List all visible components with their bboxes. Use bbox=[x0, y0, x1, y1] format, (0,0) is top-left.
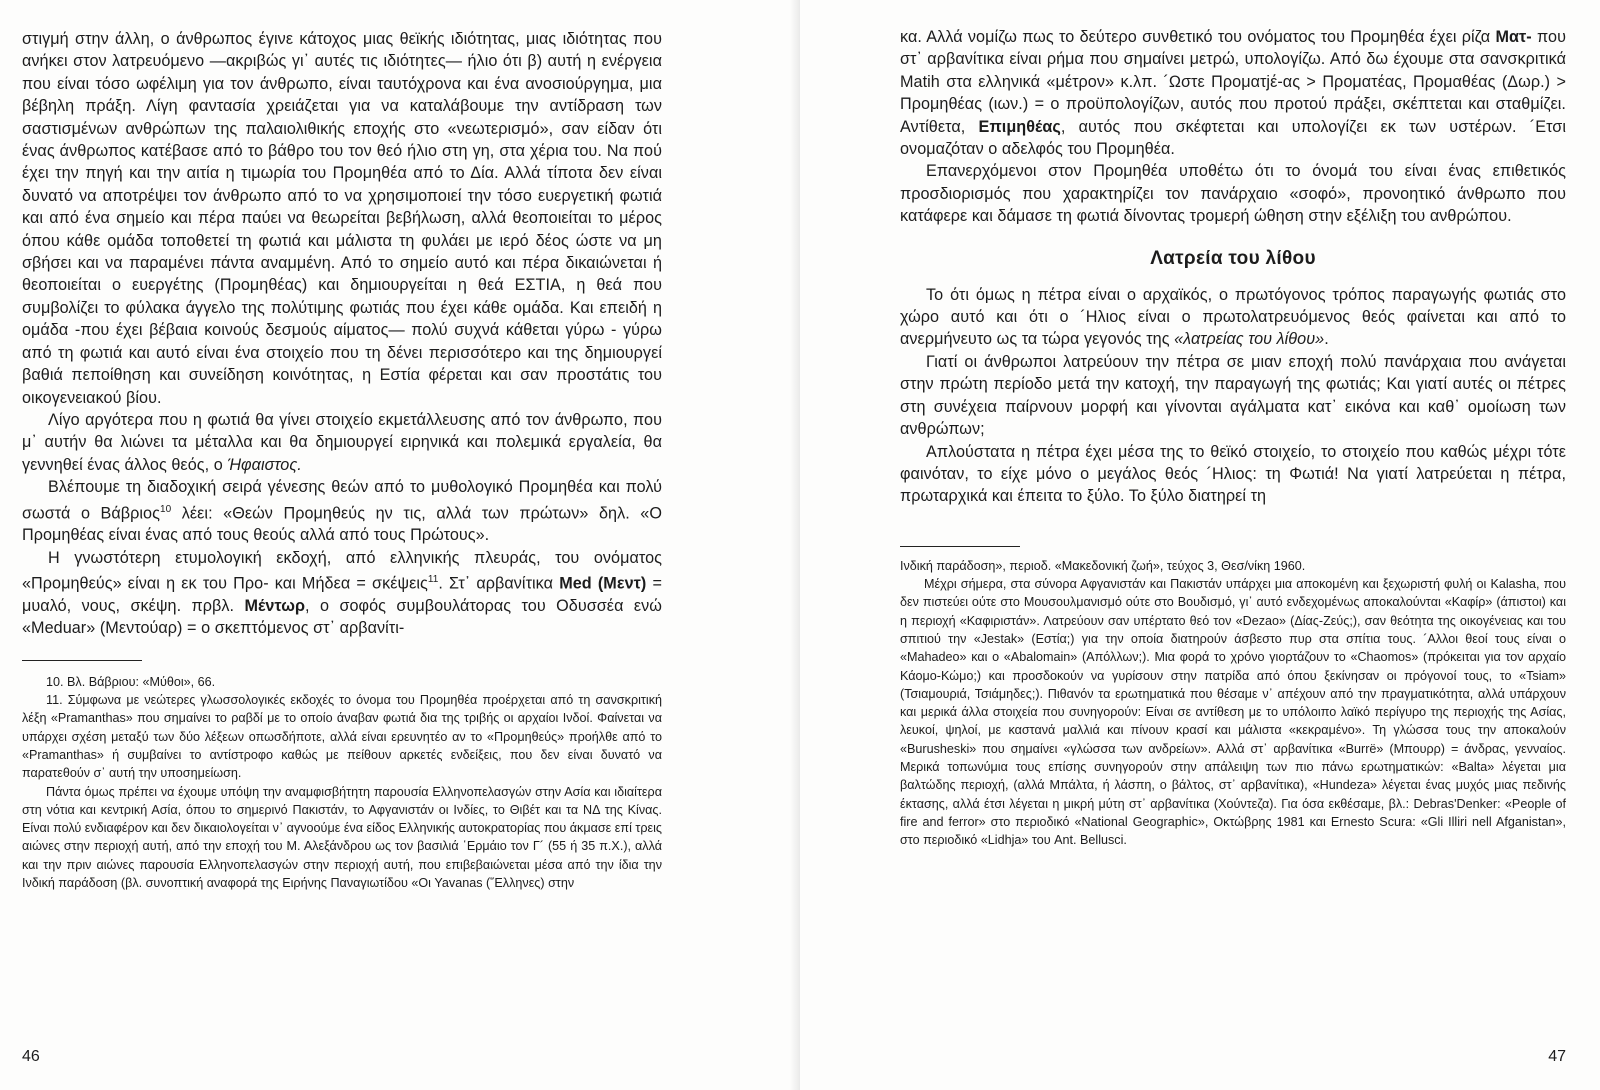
mentor-bold: Μέντωρ bbox=[244, 596, 306, 615]
page-number-left: 46 bbox=[22, 1048, 40, 1065]
right-paragraph-3: Το ότι όμως η πέτρα είναι ο αρχαϊκός, ο πρωτόγονος τρόπος παραγωγής φωτιάς στο χώρο αυτό και ότι ο ´Ηλιος είναι ο πρωτολατρευόμενος θεός φαίνεται και από το ανερμήνευτο ως τα τώρα γεγονός της «λατρείας του λίθου». bbox=[900, 285, 1566, 349]
epimitheas-bold: Επιμηθέας bbox=[978, 117, 1061, 136]
section-heading: Λατρεία του λίθου bbox=[1150, 247, 1316, 269]
right-page bbox=[800, 0, 1600, 1090]
footnote-11: 11. Σύμφωνα με νεώτερες γλωσσολογικές εκδοχές το όνομα του Προμηθέα προέρχεται από τη σανσκριτική λέξη «Pramanthas» που σημαίνει το ραβδί με το οποίο άναβαν φωτιά δια της τριβής οι αρχαίοι Ινδοί. Φαίνεται να υπάρχει σχέση μεταξύ των δύο λέξεων οπωσδήποτε, αλλά είναι ερευνητέο αν το «Προμηθεύς» προήλθε από το «Pramanthas» ή συμβαίνει το αντίστροφο καθώς με πείθουν αρκετές ενδείξεις, που δεν είναι δυνατό να παρατεθούν σ᾽ αυτή την υποσημείωση. bbox=[22, 693, 662, 781]
right-paragraph-5: Απλούστατα η πέτρα έχει μέσα της το θεϊκό στοιχείο, το στοιχείο που καθώς μέχρι τότε φαινόταν, το είχε μόνο ο μεγάλος θεός ´Ηλιος: τη Φωτιά! Να γιατί λατρεύεται η πέτρα, πρωταρχικά και έπειτα το ξύλο. Το ξύλο διατηρεί τη bbox=[900, 442, 1566, 506]
stone-worship-italic: «λατρείας του λίθου» bbox=[1174, 330, 1325, 349]
right-paragraph-1: κα. Αλλά νομίζω πως το δεύτερο συνθετικό του ονόματος του Προμηθέα έχει ρίζα Ματ- που στ᾽ αρβανίτικα είναι ρήμα που σημαίνει μετρώ, υπολογίζω. Από δω έχουμε στα σανσκριτικά Matih στα ελληνικά «μέτρον» κ.λπ. ´Ωστε Προματjέ-ας > Προματέας, Προμαθέας (Δωρ.) > Προμηθέας (ιων.) = ο προϋπολογίζων, αυτός που προτού πράξει, σκέπτεται και σταθμίζει. Αντίθετα, Επιμηθέας, αυτός που σκέφτεται και υπολογίζει εκ των υστέρων. ´Ετσι ονομαζόταν ο αδελφός του Προμηθέα. bbox=[900, 28, 1566, 159]
left-paragraph-4: Η γνωστότερη ετυμολογική εκδοχή, από ελληνικής πλευράς, του ονόματος «Προμηθεύς» είναι η εκ του Προ- και Μήδεα = σκέψεις$^{11}$. Στ᾽ αρβανίτικα Med (Μεντ) = μυαλό, νους, σκέψη. πρβλ. Μέντωρ, ο σοφός συμβουλάτορας του Οδυσσέα ενώ «Meduar» (Μεντούαρ) = ο σκεπτόμενος στ᾽ αρβανίτι- bbox=[22, 548, 662, 638]
left-paragraph-1: στιγμή στην άλλη, ο άνθρωπος έγινε κάτοχος μιας θεϊκής ιδιότητας, μιας ιδιότητας που ανήκει στον λατρευόμενο —ακριβώς γι᾽ αυτές τις ιδιότητες— ήλιο ότι β) αυτή η ενέργεια που είναι τόσο ωφέλιμη για τον άνθρωπο, είναι ταυτόχρονα και ένα ανοσιούργημα, μια βέβηλη πράξη. Λίγη φαντασία χρειάζεται για να καταλάβουμε την αντίδραση των σαστισμένων ανθρώπων της παλαιολιθικής εποχής στο «νεωτερισμό», σαν είδαν ότι ένας άνθρωπος κατέβασε από το βάθρο του τον θεό ήλιο στη γη, στα χέρια του. Να πού έχει την πηγή και την αιτία η τιμωρία του Προμηθέα από το Δία. Αλλά τίποτα δεν είναι δυνατό να αποτρέψει τον άνθρωπο από το να χρησιμοποιεί την τόσο ευεργετική φωτιά και από ένα σημείο και πέρα παύει να θεωρείται βεβήλωση, αλλά θεοποιείται το μέρος όπου κάθε ομάδα τοποθετεί τη φωτιά και μάλιστα τη φυλάει με ιερό δέος ώστε να μη σβήσει και να παραμένει πάντα αναμμένη. Από το σημείο αυτό και πέρα δικαιώνεται ή θεοποιείται ο ευεργέτης (Προμηθέας) και δημιουργείται η θεά ΕΣΤΙΑ, η θεά που συμβολίζει το φύλακα άγγελο της πολύτιμης φωτιάς που έχει κάθε ομάδα. Και επειδή η ομάδα -που έχει βέβαια κοινούς δεσμούς αίματος— πολύ συχνά κάθεται γύρω - γύρω από τη φωτιά και αυτό είναι ένα στοιχείο που τη δένει περισσότερο και της δημιουργεί βαθιά πεποίθηση και συνείδηση κοινότητας, η Εστία φέρεται και σαν προστάτις του οικογενειακού βίου. bbox=[22, 30, 662, 407]
footnote-ref-10: 10 bbox=[159, 503, 172, 515]
footnote-11-continued: Πάντα όμως πρέπει να έχουμε υπόψη την αναμφισβήτητη παρουσία Ελληνοπελασγών στην Ασία και ιδιαίτερα στη νότια και κεντρική Ασία, όπου το σημερινό Πακιστάν, το Αφγανιστάν οι Ινδίες, το Θιβέτ και τα ΝΔ της Κίνας. Είναι πολύ ενδιαφέρον και δεν δικαιολογείται ν᾽ αγνοούμε ένα είδος Ελληνικής αυτοκρατορίας που άκμασε επί τρεις αιώνες στην περιοχή αυτή, από την εποχή του Μ. Αλεξάνδρου ως τον βασιλιά ῾Ερμάιο τον Γ´ (55 ή 35 π.Χ.), αλλά και την πριν αιώνες παρουσία Ελληνοπελασγών στην περιοχή αυτή, που επιβεβαιώνεται μέσα από την ίδια την Ινδική παράδοση (βλ. συνοπτική αναφορά της Ειρήνης Παναγιωτίδου «Οι Yavanas (῞Ελληνες) στην bbox=[22, 784, 662, 891]
right-paragraph-4: Γιατί οι άνθρωποι λατρεύουν την πέτρα σε μιαν εποχή πολύ πανάρχαια που ανάγεται στην πρώτη περίοδο μετά την κατοχή, την παραγωγή της φωτιάς; Και γιατί αυτές οι πέτρες στη συνέχεια παίρνουν μορφή και γίνονται αγάλματα κατ᾽ εικόνα και καθ᾽ ομοίωση των ανθρώπων; bbox=[900, 352, 1566, 439]
footnote-ref-11: 11 bbox=[427, 574, 439, 586]
right-footnotes bbox=[900, 557, 1566, 850]
footnote-divider-right bbox=[900, 546, 1020, 547]
footnote-10: 10. Βλ. Βάβριου: «Μύθοι», 66. bbox=[46, 674, 216, 689]
right-body-text bbox=[900, 26, 1566, 508]
left-footnotes bbox=[22, 673, 662, 893]
page-number-right: 47 bbox=[1548, 1048, 1566, 1065]
left-paragraph-2: Λίγο αργότερα που η φωτιά θα γίνει στοιχείο εκμετάλλευσης από τον άνθρωπο, που μ᾽ αυτήν θα λιώνει τα μέταλλα και θα δημιουργεί ειρηνικά και πολεμικά εργαλεία, θα γεννηθεί ένας άλλος θεός, ο Ήφαιστος. bbox=[22, 410, 662, 474]
hephaistos-italic: Ήφαιστος. bbox=[227, 455, 302, 474]
left-body-text bbox=[22, 28, 662, 640]
footnote-continuation: Ινδική παράδοση», περιοδ. «Μακεδονική ζωή», τεύχος 3, Θεσ/νίκη 1960. bbox=[900, 558, 1306, 573]
left-paragraph-3: Βλέπουμε τη διαδοχική σειρά γένεσης θεών από το μυθολογικό Προμηθέα και πολύ σωστά ο Βάβριος$^{10}$ λέει: «Θεών Προμηθεύς ην τις, αλλά των πρώτων» δηλ. «Ο Προμηθέας είναι ένας από τους θεούς αλλά από τους Πρώτους». bbox=[22, 478, 662, 545]
med-bold: Med (Μεντ) bbox=[559, 574, 647, 593]
footnote-kalasha: Μέχρι σήμερα, στα σύνορα Αφγανιστάν και Πακιστάν υπάρχει μια αποκομένη και ξεχωριστή φυλή οι Kalasha, που δεν πιστεύει ούτε στο Μουσουλμανισμό ούτε στο Βουδισμό, γι᾽ αυτό ενδεχομένως αποκαλούνται «Καφίρ» (άπιστοι) και η περιοχή «Καφιριστάν». Λατρεύουν σαν υπέρτατο θεό τον «Dezao» (Δίας-Ζεύς;), σαν θεότητα της οικογένειας και του σπιτιού την «Jestak» (Εστία;) για την οποία διατηρούν άσβεστο πυρ στα σπίτια τους. ´Αλλοι θεοί τους είναι ο «Mahadeo» και ο «Abalomain» (Απόλλων;). Μια φορά το χρόνο γιορτάζουν το «Chaomos» (πρόκειται για τον αρχαίο Κάομο-Κώμο;) και προσδοκούν να γυρίσουν στην πατρίδα από όπου ξεκίνησαν οι πρόγονοί τους, το «Tsiam» (Τσιαμουριά, Τσιάμηδες;). Πιθανόν τα ερωτηματικά που θέσαμε ν᾽ απέχουν από την πραγματικότητα, αλλά υπάρχουν και μερικά άλλα στοιχεία που συνηγορούν: Είναι σε αντίθεση με το υπόλοιπο λαϊκό περίγυρο της περιοχής της Ασίας, λευκοί, ψηλοί, με καστανά μαλλιά και πίνουν κρασί και μάλιστα «κεκραμένο». Τη γλώσσα τους την αποκαλούν «Burusheski» που σημαίνει «γλώσσα των ανδρείων». Αλλά στ᾽ αρβανίτικα «Burrë» (Μπουρρ) = άνδρας, γενναίος. Μερικά τοπωνύμια τους επίσης συνηγορούν στην απάλειψη των πιο πάνω ερωτηματικών: «Balta» λέγεται μια βαλτώδης περιοχή, (αλλά Μπάλτα, ή λάσπη, ο βάλτος, στ᾽ αρβανίτικα), «Hundeza» λέγεται ένας μυχός μιας πεδινής έκτασης, αλλά έτσι λέγεται η μικρή μύτη στ᾽ αρβανίτικα (Χούντεζα). Για όσα εκθέσαμε, βλ.: Debras'Denker: «People of fire and ferror» στο περιοδικό «National Geographic», Οκτώβρης 1981 και Ernesto Scura: «Gli Illiri nell Afganistan», στο περιοδικό «Lidhja» του Ant. Bellusci. bbox=[900, 577, 1566, 848]
mat-bold: Ματ- bbox=[1495, 28, 1532, 46]
footnote-divider bbox=[22, 660, 142, 661]
right-paragraph-2: Επανερχόμενοι στον Προμηθέα υποθέτω ότι το όνομά του είναι ένας επιθετικός προσδιορισμός που χαρακτηρίζει τον πανάρχαιο «σοφό», προνοητικό άνθρωπο που κατάφερε και δάμασε τη φωτιά δίνοντας τρομερή ώθηση στην εξέλιξη του ανθρώπου. bbox=[900, 162, 1566, 226]
